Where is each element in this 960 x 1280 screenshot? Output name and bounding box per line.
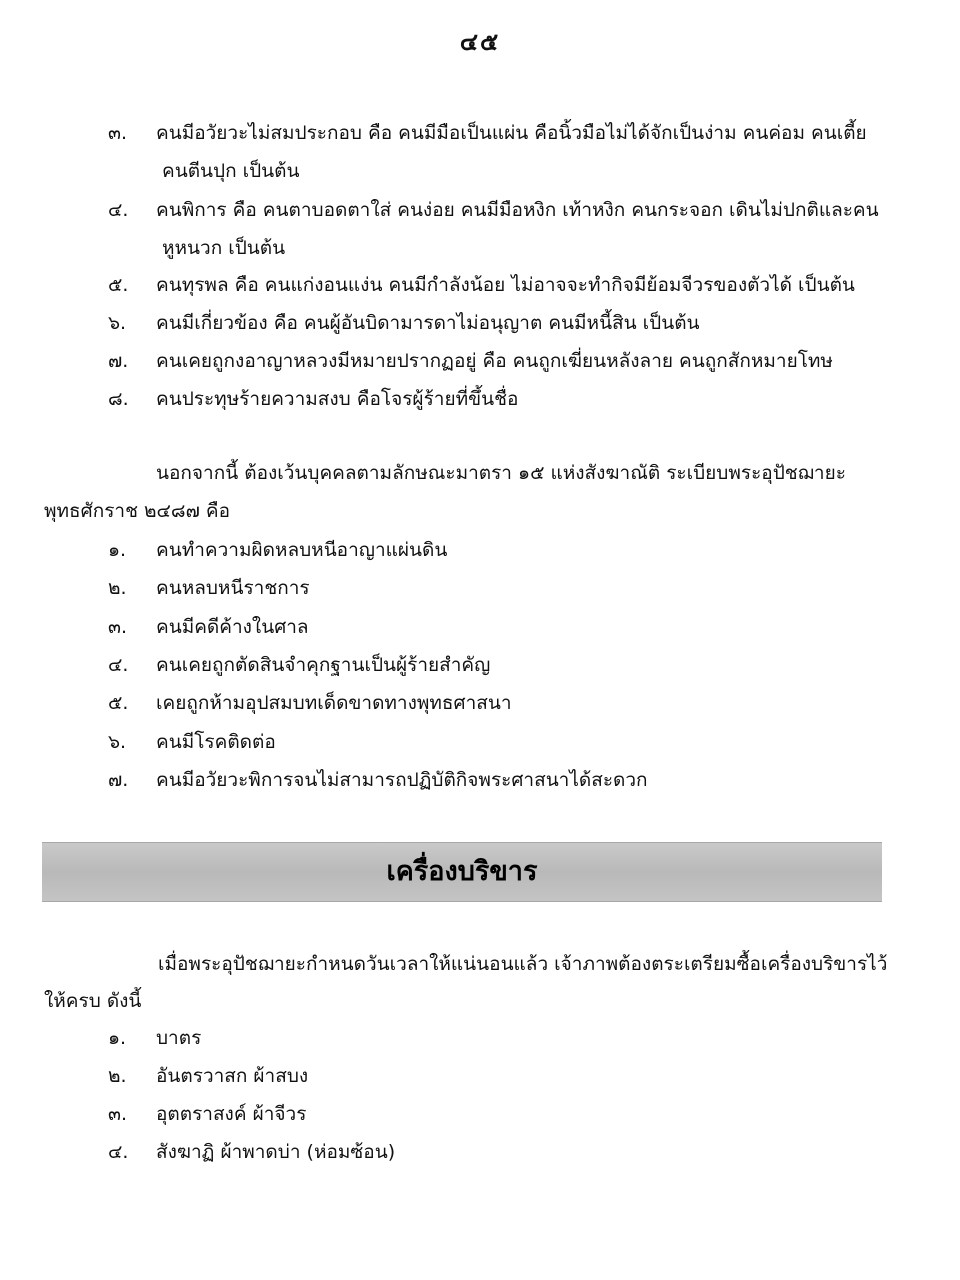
list-item-text: คนมีอวัยวะไม่สมประกอบ คือ คนมีมือเป็นแผ่น คือนิ้วมือไม่ได้จักเป็นง่าม คนค่อม คนเตี้ย (156, 122, 867, 144)
list-item (108, 116, 888, 150)
list-item (108, 268, 888, 302)
list-item-number: ๔. (108, 1141, 129, 1163)
page-number: ๔๕ (459, 28, 501, 56)
list-item (108, 1059, 888, 1093)
list-item-number: ๕. (108, 274, 129, 296)
list-item-text: คนพิการ คือ คนตาบอดตาใส่ คนง่อย คนมีมือหงิก เท้าหงิก คนกระจอก เดินไม่ปกติและคน (156, 199, 879, 221)
paragraph-line: นอกจากนี้ ต้องเว้นบุคคลตามลักษณะมาตรา ๑๕ แห่งสังฆาณัติ ระเบียบพระอุปัชฌายะ (156, 462, 846, 484)
list-item-text: คนหลบหนีราชการ (156, 577, 310, 599)
list-item (108, 382, 888, 416)
list-item (108, 1135, 888, 1169)
list-item (108, 306, 888, 340)
list-item-text: คนทุรพล คือ คนแก่งอนแง่น คนมีกำลังน้อย ไม่อาจจะทำกิจมีย้อมจีวรของตัวได้ เป็นต้น (156, 274, 855, 296)
list-item-text: คนมีอวัยวะพิการจนไม่สามารถปฏิบัติกิจพระศาสนาได้สะดวก (156, 769, 648, 791)
list-item-text: คนเคยถูกตัดสินจำคุกฐานเป็นผู้ร้ายสำคัญ (156, 654, 491, 676)
list-item (108, 725, 888, 759)
list-item (108, 1097, 888, 1131)
list-item-text: คนประทุษร้ายความสงบ คือโจรผู้ร้ายที่ขึ้นชื่อ (156, 388, 519, 410)
paragraph-line: เมื่อพระอุปัชฌายะกำหนดวันเวลาให้แน่นอนแล้ว เจ้าภาพต้องตระเตรียมซื้อเครื่องบริขารไว้ (158, 953, 888, 975)
section-title: เครื่องบริขาร (386, 856, 538, 887)
list-item-continuation: หูหนวก เป็นต้น (162, 237, 286, 259)
list-item-number: ๓. (108, 122, 128, 144)
list-item (108, 571, 888, 605)
list-item-number: ๕. (108, 692, 129, 714)
list-item-number: ๒. (108, 1065, 127, 1087)
list-item (108, 610, 888, 644)
list-item-text: คนมีคดีค้างในศาล (156, 616, 309, 638)
list-item-number: ๗. (108, 350, 129, 372)
section-banner (42, 842, 882, 902)
list-item-number: ๓. (108, 616, 128, 638)
paragraph-line: ให้ครบ ดังนี้ (44, 990, 142, 1012)
list-item-continuation: คนตีนปุก เป็นต้น (162, 160, 300, 182)
paragraph-line: พุทธศักราช ๒๔๘๗ คือ (44, 500, 231, 522)
list-item (108, 648, 888, 682)
list-item-number: ๖. (108, 731, 127, 753)
list-item-number: ๘. (108, 388, 129, 410)
list-item-text: เคยถูกห้ามอุปสมบทเด็ดขาดทางพุทธศาสนา (156, 692, 512, 714)
list-item (108, 686, 888, 720)
list-item-number: ๓. (108, 1103, 128, 1125)
list-item-number: ๗. (108, 769, 129, 791)
list-item-text: คนมีโรคติดต่อ (156, 731, 276, 753)
list-item-text: บาตร (156, 1027, 202, 1049)
list-item-text: คนมีเกี่ยวข้อง คือ คนผู้อันบิดามารดาไม่อนุญาต คนมีหนี้สิน เป็นต้น (156, 312, 700, 334)
list-item-text: อันตรวาสก ผ้าสบง (156, 1065, 309, 1087)
list-item (108, 1021, 888, 1055)
list-item-text: คนทำความผิดหลบหนีอาญาแผ่นดิน (156, 539, 448, 561)
list-item (108, 193, 888, 227)
list-item-number: ๑. (108, 1027, 127, 1049)
list-item-number: ๖. (108, 312, 127, 334)
list-item-number: ๔. (108, 199, 129, 221)
list-item-number: ๑. (108, 539, 127, 561)
list-item-number: ๔. (108, 654, 129, 676)
list-item (108, 533, 888, 567)
list-item-number: ๒. (108, 577, 127, 599)
list-item-text: สังฆาฏิ ผ้าพาดบ่า (ห่อมซ้อน) (156, 1141, 396, 1163)
list-item (108, 344, 888, 378)
list-item (108, 763, 888, 797)
list-item-text: คนเคยถูกงอาญาหลวงมีหมายปรากฏอยู่ คือ คนถูกเฆี่ยนหลังลาย คนถูกสักหมายโทษ (156, 350, 833, 372)
list-item-text: อุตตราสงค์ ผ้าจีวร (156, 1103, 307, 1125)
